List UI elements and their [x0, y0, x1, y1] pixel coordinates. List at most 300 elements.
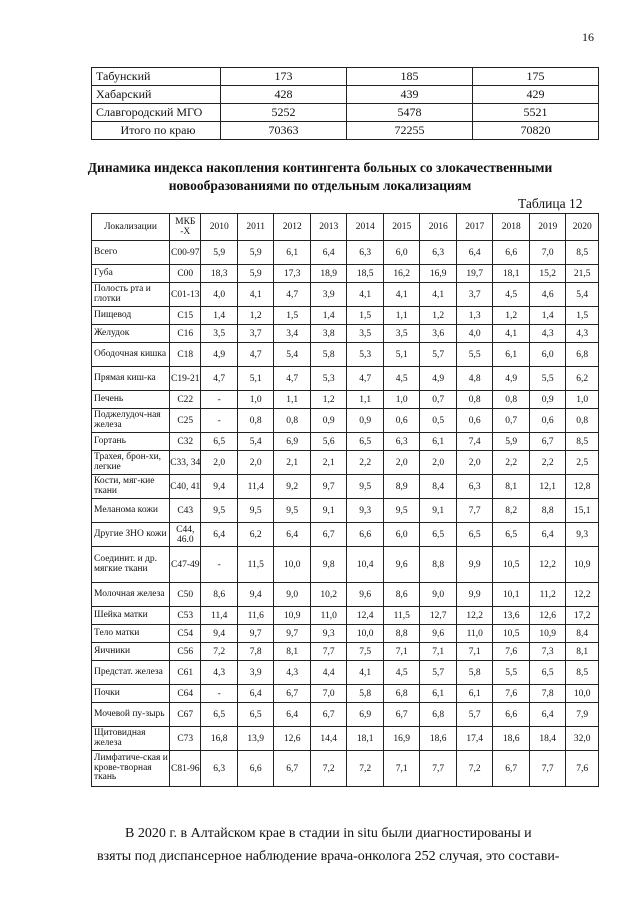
value-cell: 3,5 [201, 325, 238, 343]
value-cell: 1,4 [310, 307, 347, 325]
value-cell: 1,1 [383, 307, 420, 325]
table-row [92, 122, 599, 140]
value-cell: 16,8 [201, 727, 238, 751]
value-cell: 19,7 [456, 265, 493, 283]
value-cell: 7,0 [310, 685, 347, 703]
value-cell: 9,1 [420, 499, 457, 523]
table-row [92, 475, 599, 499]
value-cell: 5,8 [456, 661, 493, 685]
value-cell: 0,9 [347, 409, 384, 433]
value-cell: 185 [346, 68, 472, 86]
value-cell: 5,8 [347, 685, 384, 703]
table-row [92, 307, 599, 325]
value-cell: 4,8 [456, 367, 493, 391]
table-row [92, 643, 599, 661]
column-header: 2017 [456, 214, 493, 241]
value-cell: 9,5 [383, 499, 420, 523]
value-cell: 0,6 [383, 409, 420, 433]
column-header: 2010 [201, 214, 238, 241]
value-cell: 4,7 [274, 367, 311, 391]
value-cell: 0,6 [529, 409, 566, 433]
localization-cell: Другие ЗНО кожи [92, 523, 170, 547]
table-row [92, 499, 599, 523]
table-row [92, 547, 599, 583]
value-cell: 18,1 [347, 727, 384, 751]
value-cell: 0,6 [456, 409, 493, 433]
value-cell: 7,2 [201, 643, 238, 661]
column-header: 2016 [420, 214, 457, 241]
value-cell: 4,9 [493, 367, 530, 391]
value-cell: 15,2 [529, 265, 566, 283]
district-name-cell: Итого по краю [92, 122, 221, 140]
value-cell: 9,3 [566, 523, 599, 547]
value-cell: 6,5 [347, 433, 384, 451]
value-cell: 5,9 [493, 433, 530, 451]
table-row [92, 751, 599, 787]
value-cell: 6,5 [237, 703, 274, 727]
table-row [92, 661, 599, 685]
value-cell: 5252 [221, 104, 347, 122]
localization-cell: Печень [92, 391, 170, 409]
icd-code-cell: С56 [170, 643, 201, 661]
value-cell: 2,2 [493, 451, 530, 475]
value-cell: 10,0 [566, 685, 599, 703]
value-cell: 70820 [472, 122, 598, 140]
value-cell: 6,7 [310, 523, 347, 547]
value-cell: 10,0 [274, 547, 311, 583]
table-row [92, 391, 599, 409]
value-cell: 12,2 [566, 583, 599, 607]
value-cell: 21,5 [566, 265, 599, 283]
value-cell: 72255 [346, 122, 472, 140]
value-cell: 1,0 [566, 391, 599, 409]
value-cell: 4,1 [383, 283, 420, 307]
value-cell: 6,3 [420, 241, 457, 265]
value-cell: 9,7 [310, 475, 347, 499]
table-heading [0, 159, 640, 195]
value-cell: 7,6 [493, 643, 530, 661]
value-cell: 9,9 [456, 547, 493, 583]
value-cell: 11,0 [456, 625, 493, 643]
value-cell: 18,4 [529, 727, 566, 751]
localization-cell: Трахея, брон-хи, легкие [92, 451, 170, 475]
value-cell: 32,0 [566, 727, 599, 751]
value-cell: 12,1 [529, 475, 566, 499]
value-cell: 6,3 [456, 475, 493, 499]
value-cell: 10,4 [347, 547, 384, 583]
value-cell: 8,1 [274, 643, 311, 661]
value-cell: 0,7 [420, 391, 457, 409]
value-cell: 6,4 [274, 523, 311, 547]
value-cell: 6,1 [274, 241, 311, 265]
value-cell: 5,3 [310, 367, 347, 391]
icd-code-cell: С47-49 [170, 547, 201, 583]
value-cell: 7,6 [493, 685, 530, 703]
localization-cell: Пищевод [92, 307, 170, 325]
value-cell: 6,5 [493, 523, 530, 547]
value-cell: 13,6 [493, 607, 530, 625]
value-cell: 0,5 [420, 409, 457, 433]
value-cell: 9,3 [310, 625, 347, 643]
value-cell: 2,0 [201, 451, 238, 475]
value-cell: 0,8 [456, 391, 493, 409]
value-cell: 5,8 [310, 343, 347, 367]
district-totals-table [91, 67, 599, 140]
value-cell: 2,0 [456, 451, 493, 475]
value-cell: 6,6 [493, 703, 530, 727]
header-row [92, 214, 599, 241]
icd-code-cell: С22 [170, 391, 201, 409]
value-cell: 5,7 [456, 703, 493, 727]
icd-code-cell: С33, 34 [170, 451, 201, 475]
table-row [92, 367, 599, 391]
icd-code-cell: С32 [170, 433, 201, 451]
value-cell: 9,5 [237, 499, 274, 523]
value-cell: 6,7 [529, 433, 566, 451]
localization-cell: Соединит. и др. мягкие ткани [92, 547, 170, 583]
value-cell: 6,6 [347, 523, 384, 547]
value-cell: 6,7 [383, 703, 420, 727]
column-header: Локализации [92, 214, 170, 241]
icd-code-cell: С73 [170, 727, 201, 751]
value-cell: 6,3 [201, 751, 238, 787]
value-cell: 4,1 [347, 661, 384, 685]
value-cell: 11,4 [201, 607, 238, 625]
value-cell: 9,4 [201, 625, 238, 643]
value-cell: 4,3 [566, 325, 599, 343]
value-cell: 3,5 [383, 325, 420, 343]
localization-cell: Меланома кожи [92, 499, 170, 523]
value-cell: 6,6 [237, 751, 274, 787]
value-cell: 1,0 [383, 391, 420, 409]
value-cell: 10,9 [274, 607, 311, 625]
value-cell: 1,0 [237, 391, 274, 409]
localization-cell: Гортань [92, 433, 170, 451]
value-cell: 2,2 [347, 451, 384, 475]
column-header: 2014 [347, 214, 384, 241]
value-cell: 6,0 [529, 343, 566, 367]
value-cell: 4,0 [201, 283, 238, 307]
column-header: 2019 [529, 214, 566, 241]
value-cell: 7,5 [347, 643, 384, 661]
value-cell: 18,9 [310, 265, 347, 283]
value-cell: 6,4 [274, 703, 311, 727]
table-row [92, 343, 599, 367]
value-cell: 6,5 [420, 523, 457, 547]
value-cell: 4,6 [529, 283, 566, 307]
value-cell: 6,8 [420, 703, 457, 727]
localization-cell: Полость рта и глотки [92, 283, 170, 307]
value-cell: 6,7 [274, 685, 311, 703]
value-cell: 6,7 [274, 751, 311, 787]
value-cell: 18,5 [347, 265, 384, 283]
value-cell: 4,7 [274, 283, 311, 307]
value-cell: 4,7 [237, 343, 274, 367]
value-cell: 1,2 [493, 307, 530, 325]
value-cell: 4,5 [383, 661, 420, 685]
value-cell: 0,8 [566, 409, 599, 433]
value-cell: 1,1 [347, 391, 384, 409]
value-cell: 6,2 [237, 523, 274, 547]
value-cell: 12,7 [420, 607, 457, 625]
column-header: 2013 [310, 214, 347, 241]
localization-cell: Поджелудоч-ная железа [92, 409, 170, 433]
value-cell: 10,2 [310, 583, 347, 607]
value-cell: 8,8 [420, 547, 457, 583]
value-cell: 4,7 [201, 367, 238, 391]
value-cell: 6,9 [274, 433, 311, 451]
value-cell: 9,4 [201, 475, 238, 499]
column-header: 2018 [493, 214, 530, 241]
table-row [92, 409, 599, 433]
value-cell: 173 [221, 68, 347, 86]
value-cell: 10,1 [493, 583, 530, 607]
value-cell: 9,6 [420, 625, 457, 643]
value-cell: 9,3 [347, 499, 384, 523]
value-cell: 7,3 [529, 643, 566, 661]
value-cell: 8,2 [493, 499, 530, 523]
value-cell: 9,7 [274, 625, 311, 643]
value-cell: 7,1 [420, 643, 457, 661]
value-cell: 12,6 [274, 727, 311, 751]
icd-code-cell: С61 [170, 661, 201, 685]
column-header: 2015 [383, 214, 420, 241]
value-cell: 8,1 [493, 475, 530, 499]
value-cell: 5,5 [456, 343, 493, 367]
value-cell: 5,7 [420, 343, 457, 367]
value-cell: 2,1 [274, 451, 311, 475]
value-cell: 6,1 [420, 433, 457, 451]
value-cell: 4,1 [237, 283, 274, 307]
value-cell: 0,7 [493, 409, 530, 433]
value-cell: - [201, 409, 238, 433]
table-row [92, 703, 599, 727]
value-cell: 9,8 [310, 547, 347, 583]
value-cell: 6,0 [383, 523, 420, 547]
value-cell: 6,8 [566, 343, 599, 367]
value-cell: 17,2 [566, 607, 599, 625]
value-cell: 6,4 [201, 523, 238, 547]
localization-cell: Предстат. железа [92, 661, 170, 685]
value-cell: 4,5 [493, 283, 530, 307]
body-paragraph [97, 822, 597, 868]
value-cell: 3,7 [237, 325, 274, 343]
icd-code-cell: С50 [170, 583, 201, 607]
district-name-cell: Хабарский [92, 86, 221, 104]
value-cell: 1,2 [310, 391, 347, 409]
value-cell: 6,6 [493, 241, 530, 265]
table-row [92, 68, 599, 86]
value-cell: 6,4 [310, 241, 347, 265]
column-header: МКБ -Х [170, 214, 201, 241]
icd-code-cell: С40, 41 [170, 475, 201, 499]
value-cell: 6,2 [566, 367, 599, 391]
value-cell: 16,2 [383, 265, 420, 283]
localization-cell: Губа [92, 265, 170, 283]
table-row [92, 607, 599, 625]
value-cell: 70363 [221, 122, 347, 140]
value-cell: 1,1 [274, 391, 311, 409]
value-cell: 4,1 [493, 325, 530, 343]
icd-code-cell: С18 [170, 343, 201, 367]
value-cell: 1,5 [274, 307, 311, 325]
value-cell: 14,4 [310, 727, 347, 751]
value-cell: 5,7 [420, 661, 457, 685]
value-cell: 7,8 [529, 685, 566, 703]
value-cell: 3,7 [456, 283, 493, 307]
value-cell: 9,9 [456, 583, 493, 607]
district-name-cell: Славгородский МГО [92, 104, 221, 122]
icd-code-cell: С01-13 [170, 283, 201, 307]
value-cell: 4,3 [274, 661, 311, 685]
value-cell: 4,0 [456, 325, 493, 343]
value-cell: 9,0 [274, 583, 311, 607]
column-header: 2020 [566, 214, 599, 241]
value-cell: 12,4 [347, 607, 384, 625]
value-cell: 9,7 [237, 625, 274, 643]
value-cell: 6,5 [456, 523, 493, 547]
value-cell: 6,9 [347, 703, 384, 727]
value-cell: 429 [472, 86, 598, 104]
value-cell: 3,6 [420, 325, 457, 343]
value-cell: 3,5 [347, 325, 384, 343]
value-cell: 8,6 [201, 583, 238, 607]
value-cell: 7,9 [566, 703, 599, 727]
heading-line-1: Динамика индекса накопления контингента больных со злокачественными [87, 160, 553, 175]
value-cell: 8,9 [383, 475, 420, 499]
value-cell: 3,9 [310, 283, 347, 307]
icd-code-cell: С53 [170, 607, 201, 625]
value-cell: 6,4 [529, 703, 566, 727]
value-cell: 8,5 [566, 241, 599, 265]
value-cell: 2,0 [237, 451, 274, 475]
value-cell: 5,4 [237, 433, 274, 451]
value-cell: 6,8 [383, 685, 420, 703]
value-cell: 7,7 [310, 643, 347, 661]
value-cell: 1,4 [201, 307, 238, 325]
value-cell: 12,8 [566, 475, 599, 499]
value-cell: 11,5 [237, 547, 274, 583]
value-cell: 9,6 [383, 547, 420, 583]
value-cell: - [201, 685, 238, 703]
value-cell: 2,0 [383, 451, 420, 475]
value-cell: 7,7 [420, 751, 457, 787]
value-cell: 5,6 [310, 433, 347, 451]
localization-cell: Прямая киш-ка [92, 367, 170, 391]
value-cell: 0,8 [237, 409, 274, 433]
value-cell: 4,1 [420, 283, 457, 307]
table-row [92, 625, 599, 643]
localization-cell: Кости, мяг-кие ткани [92, 475, 170, 499]
table-row [92, 86, 599, 104]
value-cell: 4,3 [201, 661, 238, 685]
heading-line-2: новообразованиями по отдельным локализациям [168, 178, 472, 193]
value-cell: 7,7 [456, 499, 493, 523]
table-row [92, 241, 599, 265]
value-cell: 6,5 [529, 661, 566, 685]
value-cell: 5,4 [274, 343, 311, 367]
value-cell: 8,8 [383, 625, 420, 643]
paragraph-line-2: взяты под диспансерное наблюдение врача-онколога 252 случая, это состави- [97, 849, 560, 864]
localization-cell: Мочевой пу-зырь [92, 703, 170, 727]
value-cell: 12,6 [529, 607, 566, 625]
icd-code-cell: С00 [170, 265, 201, 283]
value-cell: 0,8 [274, 409, 311, 433]
column-header: 2012 [274, 214, 311, 241]
value-cell: - [201, 547, 238, 583]
value-cell: 6,4 [456, 241, 493, 265]
value-cell: 2,0 [420, 451, 457, 475]
value-cell: 16,9 [420, 265, 457, 283]
value-cell: 2,2 [529, 451, 566, 475]
value-cell: 2,5 [566, 451, 599, 475]
value-cell: 5,1 [383, 343, 420, 367]
localization-cell: Всего [92, 241, 170, 265]
value-cell: 18,6 [493, 727, 530, 751]
icd-code-cell: С25 [170, 409, 201, 433]
icd-code-cell: С43 [170, 499, 201, 523]
value-cell: 1,5 [566, 307, 599, 325]
column-header: 2011 [237, 214, 274, 241]
value-cell: 9,5 [201, 499, 238, 523]
value-cell: 7,4 [456, 433, 493, 451]
value-cell: 5,9 [201, 241, 238, 265]
value-cell: 2,1 [310, 451, 347, 475]
value-cell: 9,2 [274, 475, 311, 499]
value-cell: 10,0 [347, 625, 384, 643]
table-row [92, 433, 599, 451]
value-cell: 8,4 [420, 475, 457, 499]
icd-code-cell: С16 [170, 325, 201, 343]
icd-code-cell: С44, 46.0 [170, 523, 201, 547]
value-cell: 6,0 [383, 241, 420, 265]
value-cell: 1,4 [529, 307, 566, 325]
value-cell: 6,1 [493, 343, 530, 367]
value-cell: 3,9 [237, 661, 274, 685]
value-cell: 7,7 [529, 751, 566, 787]
icd-code-cell: С00-97 [170, 241, 201, 265]
value-cell: 5521 [472, 104, 598, 122]
value-cell: 5,4 [566, 283, 599, 307]
value-cell: 11,6 [237, 607, 274, 625]
value-cell: 0,8 [493, 391, 530, 409]
value-cell: 9,0 [420, 583, 457, 607]
value-cell: 6,1 [420, 685, 457, 703]
value-cell: 7,6 [566, 751, 599, 787]
icd-code-cell: С19-21 [170, 367, 201, 391]
value-cell: 10,9 [566, 547, 599, 583]
localization-cell: Лимфатиче-ская и крове-творная ткань [92, 751, 170, 787]
value-cell: 5,3 [347, 343, 384, 367]
value-cell: 11,0 [310, 607, 347, 625]
accumulation-index-table [91, 213, 599, 787]
value-cell: 9,5 [274, 499, 311, 523]
value-cell: 13,9 [237, 727, 274, 751]
value-cell: 4,7 [347, 367, 384, 391]
value-cell: 9,1 [310, 499, 347, 523]
value-cell: 7,1 [456, 643, 493, 661]
table-row [92, 325, 599, 343]
paragraph-line-1: В 2020 г. в Алтайском крае в стадии in situ были диагностированы и [125, 826, 532, 841]
value-cell: 8,6 [383, 583, 420, 607]
value-cell: 3,4 [274, 325, 311, 343]
value-cell: 4,4 [310, 661, 347, 685]
value-cell: 175 [472, 68, 598, 86]
page-number: 16 [582, 30, 594, 44]
localization-cell: Тело матки [92, 625, 170, 643]
table-row [92, 583, 599, 607]
value-cell: 8,1 [566, 643, 599, 661]
